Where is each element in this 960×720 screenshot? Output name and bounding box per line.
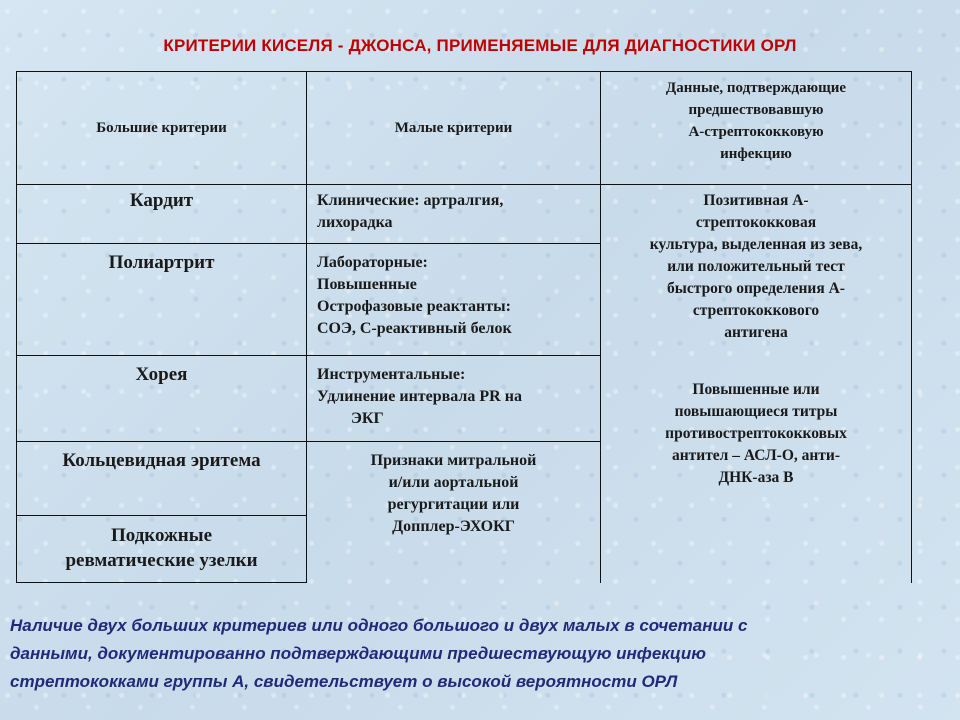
evidence-line: стрептококкового bbox=[692, 302, 820, 319]
minor-criterion-line: СОЭ, С-реактивный белок bbox=[317, 320, 512, 337]
evidence-line: ДНК-аза В bbox=[718, 469, 794, 486]
header-evidence-line: Данные, подтверждающие bbox=[665, 80, 847, 96]
header-evidence-line: инфекцию bbox=[720, 146, 792, 162]
evidence-line: антител – АСЛ-О, анти- bbox=[671, 447, 841, 464]
header-minor-criteria bbox=[307, 72, 600, 184]
minor-criterion-line: ЭКГ bbox=[351, 410, 384, 427]
major-criterion-text: Хорея bbox=[135, 364, 188, 385]
minor-criterion-instrumental bbox=[317, 364, 597, 430]
minor-criterion-line: и/или аортальной bbox=[388, 474, 519, 491]
minor-criterion-line: Острофазовые реактанты: bbox=[317, 298, 511, 315]
major-criterion-text: Кольцевидная эритема bbox=[62, 450, 261, 471]
header-evidence-line: А-стрептококковую bbox=[688, 124, 824, 140]
minor-criterion-line: Лабораторные: bbox=[317, 254, 428, 271]
minor-criterion-line: Допплер-ЭХОКГ bbox=[392, 518, 515, 535]
evidence-line: или положительный тест bbox=[667, 258, 845, 275]
major-criterion-nodules bbox=[17, 523, 306, 573]
evidence-line: быстрого определения А- bbox=[667, 280, 845, 297]
footer-line: данными, документированно подтверждающими предшествующую инфекцию bbox=[10, 644, 706, 663]
evidence-line: Позитивная А- bbox=[703, 192, 809, 209]
header-minor-label: Малые критерии bbox=[394, 120, 513, 136]
major-criterion-text: ревматические узелки bbox=[65, 550, 258, 571]
table-border-row3 bbox=[16, 441, 601, 442]
evidence-culture bbox=[601, 190, 911, 344]
evidence-line: антигена bbox=[724, 324, 788, 341]
minor-criterion-laboratory bbox=[317, 252, 597, 340]
footer-note bbox=[10, 612, 950, 696]
criteria-table bbox=[16, 71, 912, 583]
evidence-titers bbox=[601, 379, 911, 489]
header-evidence-line: предшествовавшую bbox=[688, 102, 824, 118]
footer-line: стрептококками группы А, свидетельствует о высокой вероятности ОРЛ bbox=[10, 672, 678, 691]
minor-criterion-regurgitation bbox=[307, 450, 600, 538]
minor-criterion-line: Признаки митральной bbox=[370, 452, 537, 469]
minor-criterion-line: лихорадка bbox=[317, 214, 393, 231]
minor-criterion-line: Повышенные bbox=[317, 276, 417, 293]
major-criterion-text: Подкожные bbox=[110, 525, 213, 546]
major-criterion-chorea bbox=[17, 364, 306, 386]
table-border-header-bottom bbox=[16, 184, 912, 185]
header-evidence bbox=[601, 77, 911, 165]
major-criterion-text: Полиартрит bbox=[108, 252, 215, 273]
major-criterion-erythema bbox=[17, 450, 306, 472]
minor-criterion-line: регургитации или bbox=[387, 496, 520, 513]
table-border-row2 bbox=[16, 355, 601, 356]
major-criterion-text: Кардит bbox=[129, 190, 194, 211]
footer-line: Наличие двух больших критериев или одного большого и двух малых в сочетании с bbox=[10, 616, 748, 635]
minor-criterion-line: Клинические: артралгия, bbox=[317, 192, 504, 209]
evidence-line: повышающиеся титры bbox=[674, 403, 838, 420]
minor-criterion-line: Инструментальные: bbox=[317, 366, 466, 383]
minor-criterion-line: Удлинение интервала PR на bbox=[317, 388, 522, 405]
minor-criterion-clinical bbox=[317, 190, 597, 234]
table-border-bottom bbox=[16, 582, 307, 583]
table-border-right bbox=[911, 71, 912, 583]
table-border-row4 bbox=[16, 515, 307, 516]
table-border-row1 bbox=[16, 243, 601, 244]
major-criterion-carditis bbox=[17, 190, 306, 212]
major-criterion-polyarthritis bbox=[17, 252, 306, 274]
evidence-line: противострептококковых bbox=[665, 425, 847, 442]
evidence-line: Повышенные или bbox=[692, 381, 820, 398]
header-major-criteria bbox=[17, 72, 306, 184]
evidence-line: культура, выделенная из зева, bbox=[649, 236, 863, 253]
evidence-line: стрептококковая bbox=[695, 214, 817, 231]
header-major-label: Большие критерии bbox=[96, 120, 227, 136]
page-title: КРИТЕРИИ КИСЕЛЯ - ДЖОНСА, ПРИМЕНЯЕМЫЕ ДЛЯ ДИАГНОСТИКИ ОРЛ bbox=[163, 36, 797, 55]
